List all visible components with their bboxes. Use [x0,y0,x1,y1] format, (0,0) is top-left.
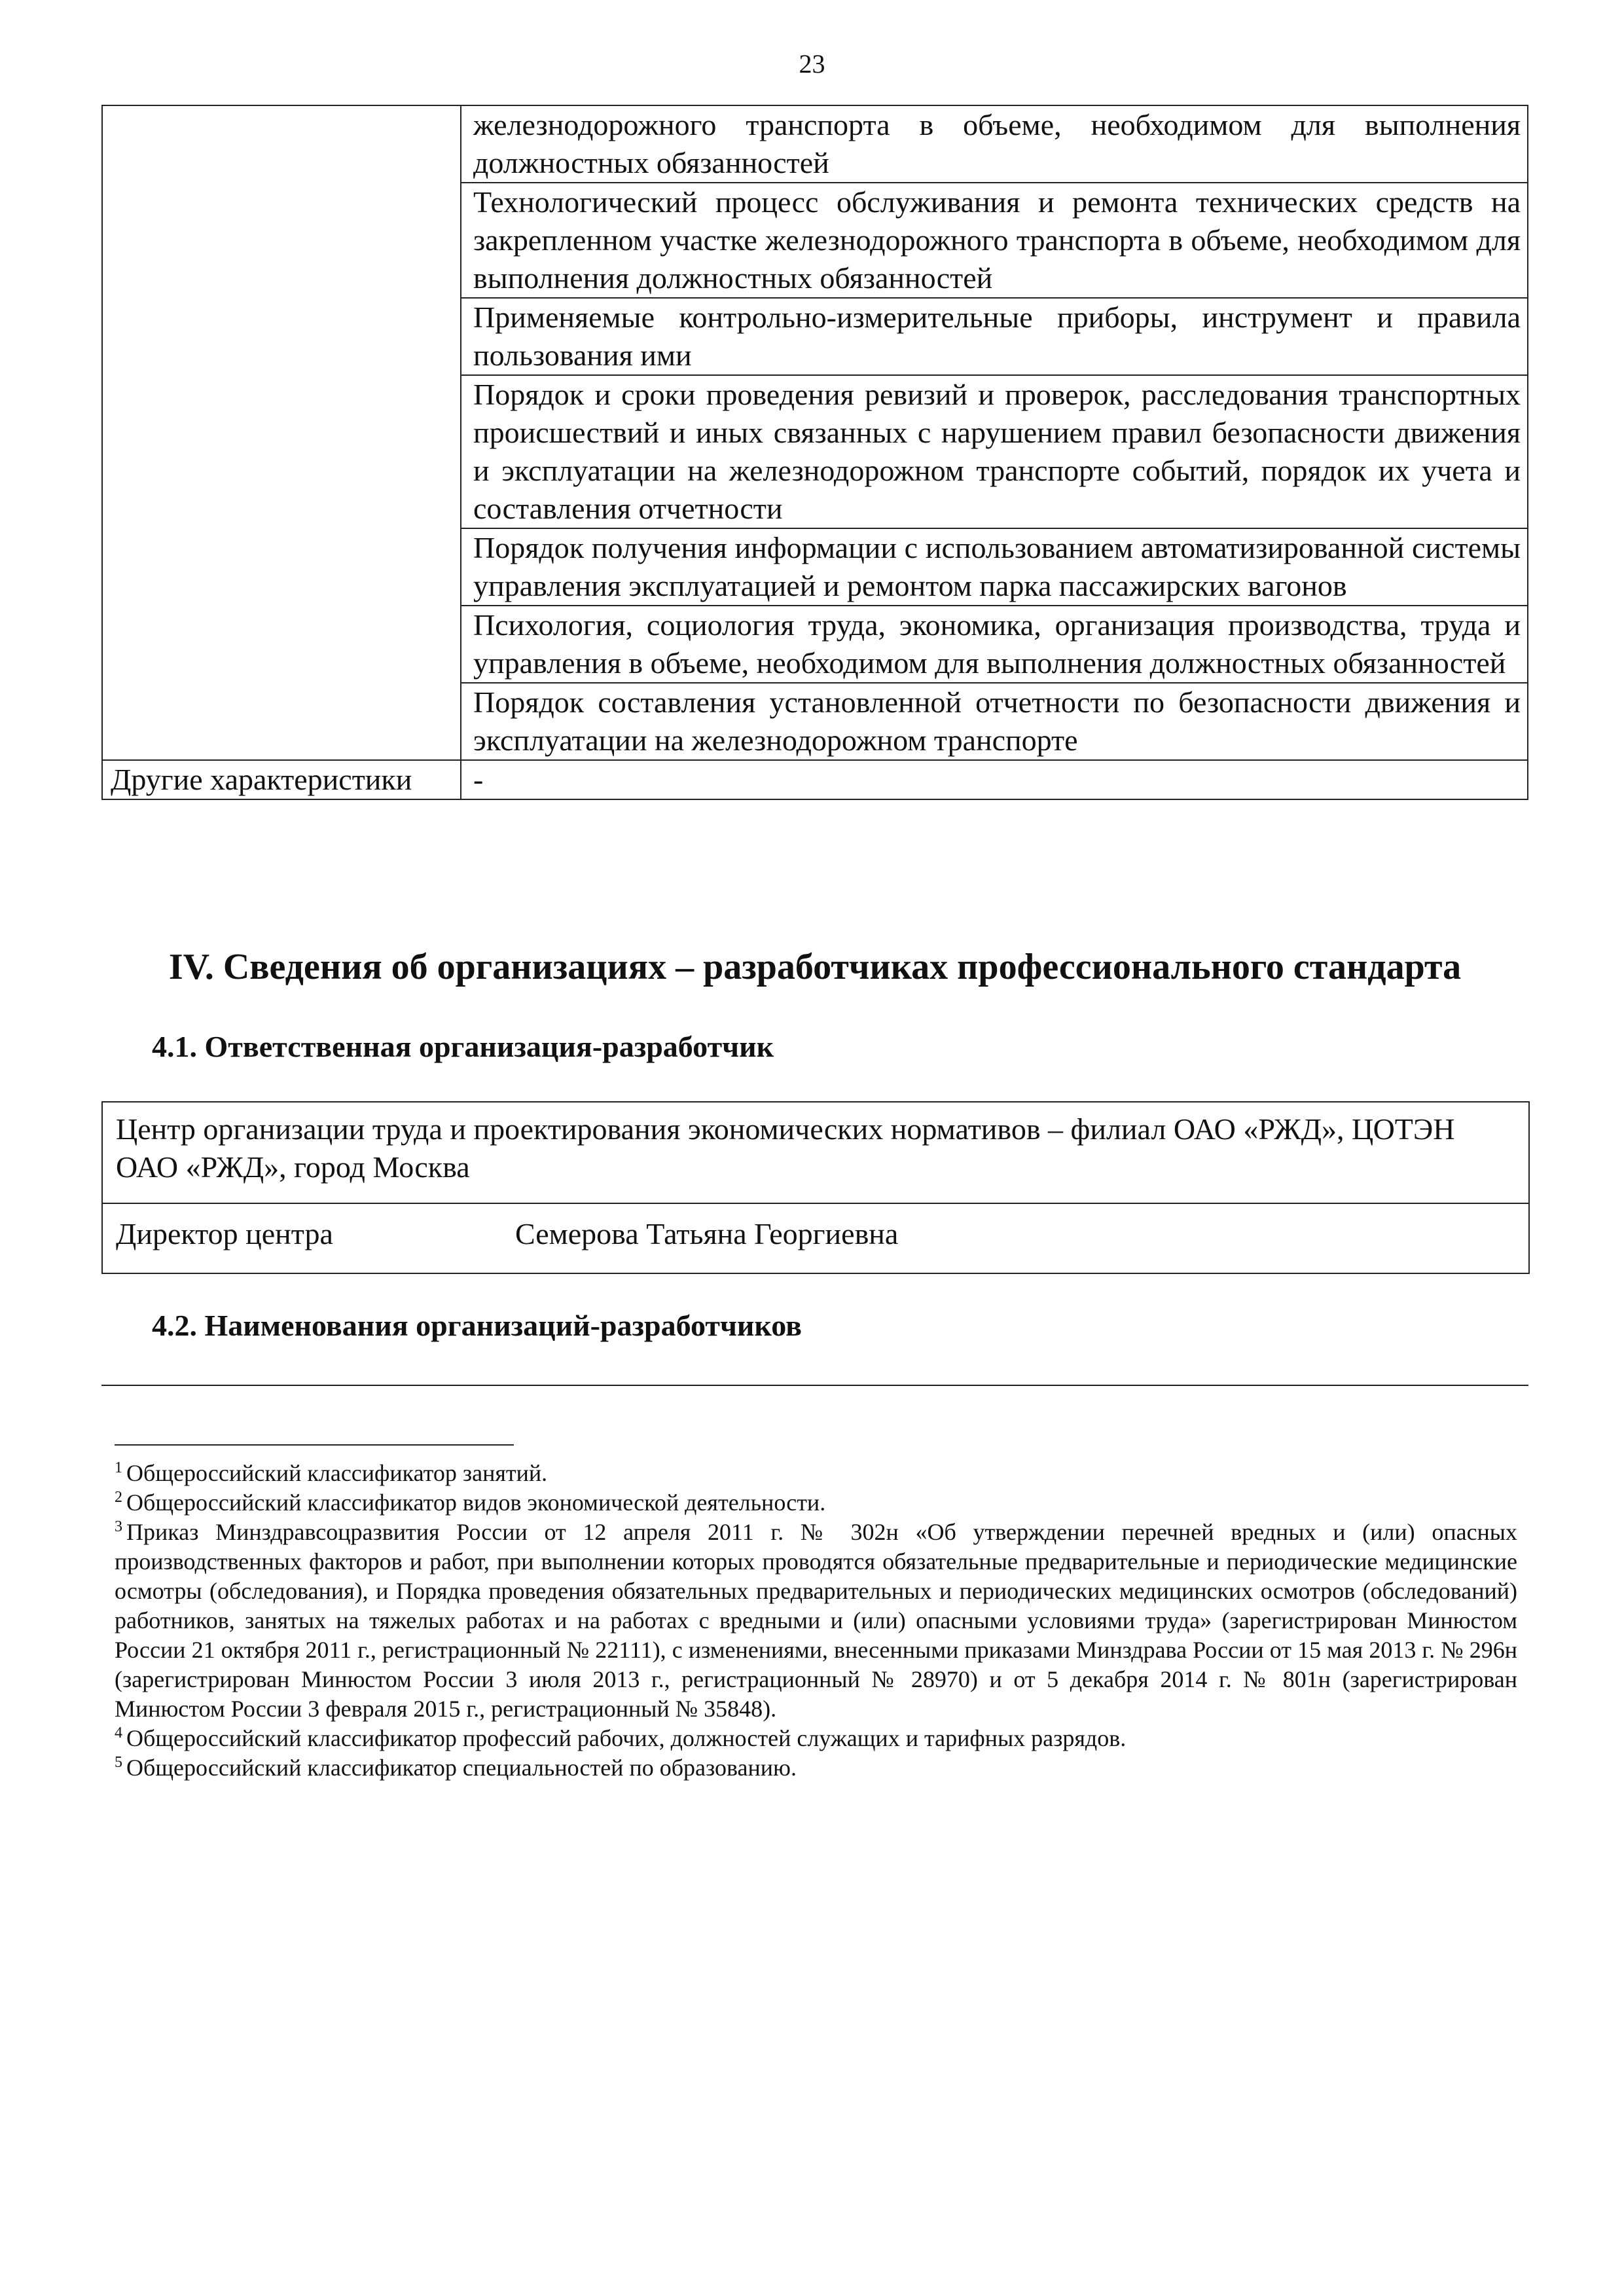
divider [101,1385,1528,1386]
table-row [102,683,1528,760]
table-row-other [102,760,1528,799]
table-cell-empty [102,298,461,375]
other-characteristics-label: Другие характеристики [102,760,461,799]
footnote-number: 4 [115,1724,122,1741]
director-label: Директор центра [116,1217,333,1250]
page-number: 23 [799,49,825,79]
director-name: Семерова Татьяна Георгиевна [515,1217,899,1250]
footnote-text: Приказ Минздравсоцразвития России от 12 апреля 2011 г. № 302н «Об утверждении перечней вредных и (или) опасных производственных факторов и работ, при выполнении которых проводятся обязательные предварительные и периодические медицинские осмотры (обследования), и Порядка проведения обязательных предварительных и периодических медицинских осмотров (обследований) работников, занятых на тяжелых работах и на работах с вредными и (или) опасными условиями труда» (зарегистрирован Минюстом России 21 октября 2011 г., регистрационный № 22111), с изменениями, внесенными приказами Минздрава России от 15 мая 2013 г. № 296н (зарегистрирован Минюстом России 3 июля 2013 г., регистрационный № 28970) и от 5 декабря 2014 г. № 801н (зарегистрирован Минюстом России 3 февраля 2015 г., регистрационный № 35848). [115,1519,1517,1722]
knowledge-cell: Порядок получения информации с использованием автоматизированной системы управления эксплуатацией и ремонтом парка пассажирских вагонов [461,528,1528,606]
table-cell-empty [102,606,461,683]
table-cell-empty [102,375,461,528]
table-row [102,375,1528,528]
knowledge-cell: Психология, социология труда, экономика, организация производства, труда и управления в объеме, необходимом для выполнения должностных обязанностей [461,606,1528,683]
footnote [115,1753,1517,1783]
table-row [102,606,1528,683]
organization-name: Центр организации труда и проектирования экономических нормативов – филиал ОАО «РЖД», ЦОТЭН ОАО «РЖД», город Москва [116,1112,1455,1184]
footnote-separator [115,1444,514,1446]
footnote-number: 1 [115,1459,122,1476]
divider [103,1203,1528,1204]
footnotes [115,1459,1517,1783]
table-cell-empty [102,183,461,298]
table-row [102,183,1528,298]
section-heading: IV. Сведения об организациях – разработчиках профессионального стандарта [168,947,1462,987]
other-characteristics-value: - [461,760,1528,799]
footnote-text: Общероссийский классификатор занятий. [126,1460,548,1486]
footnote-number: 2 [115,1489,122,1506]
knowledge-cell: Порядок и сроки проведения ревизий и проверок, расследования транспортных происшествий и иных связанных с нарушением правил безопасности движения и эксплуатации на железнодорожном транспорте событий, порядок их учета и составления отчетности [461,375,1528,528]
table-row [102,528,1528,606]
footnote [115,1724,1517,1753]
subsection-heading-4-2: 4.2. Наименования организаций-разработчиков [152,1309,802,1342]
table-row [102,298,1528,375]
table-cell-empty [102,105,461,183]
footnote-text: Общероссийский классификатор специальностей по образованию. [126,1755,797,1781]
knowledge-cell: Порядок составления установленной отчетности по безопасности движения и эксплуатации на железнодорожном транспорте [461,683,1528,760]
table-cell-empty [102,528,461,606]
footnote-text: Общероссийский классификатор видов экономической деятельности. [126,1489,826,1516]
footnote-text: Общероссийский классификатор профессий рабочих, должностей служащих и тарифных разрядов. [126,1725,1127,1751]
footnote [115,1518,1517,1724]
responsible-organization-box [101,1101,1530,1274]
knowledge-table [101,105,1528,800]
knowledge-cell: Применяемые контрольно-измерительные приборы, инструмент и правила пользования ими [461,298,1528,375]
knowledge-cell: Технологический процесс обслуживания и ремонта технических средств на закрепленном участке железнодорожного транспорта в объеме, необходимом для выполнения должностных обязанностей [461,183,1528,298]
footnote [115,1459,1517,1488]
knowledge-cell: железнодорожного транспорта в объеме, необходимом для выполнения должностных обязанностей [461,105,1528,183]
footnote [115,1488,1517,1518]
subsection-heading-4-1: 4.1. Ответственная организация-разработчик [152,1030,774,1063]
table-cell-empty [102,683,461,760]
footnote-number: 5 [115,1754,122,1771]
table-row [102,105,1528,183]
footnote-number: 3 [115,1518,122,1535]
